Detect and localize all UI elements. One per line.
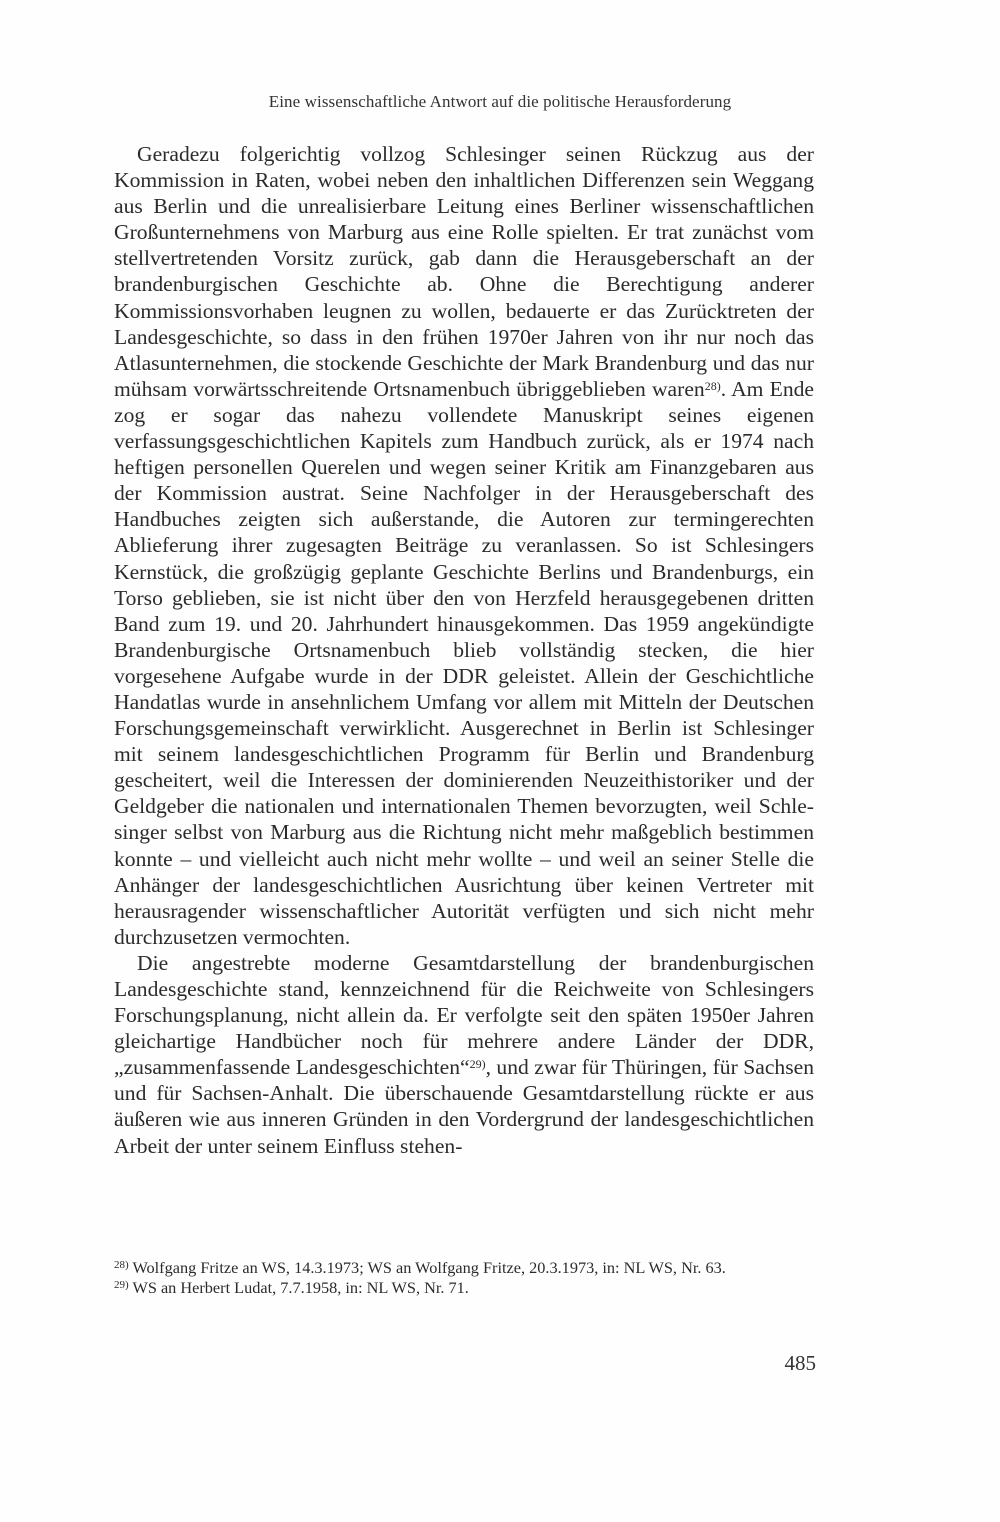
footnote-29: [114, 1278, 814, 1298]
footnote-text: WS an Herbert Ludat, 7.7.1958, in: NL WS, Nr. 71.: [128, 1278, 469, 1297]
paragraph-2-text-b: , und zwar für Thüringen, für Sachsen und für Sachsen-Anhalt. Die überschauende Gesamtdarstellung rückte er aus äußeren wie aus inneren Gründen in den Vordergrund der landesgeschichtlichen Arbeit der unter seinem Einfluss stehen-: [114, 1055, 814, 1158]
running-head: Eine wissenschaftliche Antwort auf die politische Herausforderung: [268, 92, 732, 111]
footnotes: [114, 1258, 814, 1298]
footnote-mark: 29): [114, 1279, 129, 1291]
footnote-mark: 28): [114, 1259, 129, 1271]
paragraph-2-text-a: Die angestrebte moderne Gesamtdarstellung der brandenburgischen Landesgeschichte stand, kennzeichnend für die Reichweite von Schlesingers Forschungsplanung, nicht allein da. Er verfolgte seit den späten 1950er Jahren gleichartige Handbücher noch für mehrere andere Länder der DDR, „zusammenfassende Landesgeschichten“: [114, 950, 814, 1080]
page-number: 485: [784, 1351, 816, 1375]
footnote-28: [114, 1258, 814, 1278]
paragraph-2: [114, 950, 814, 1159]
body-text: [114, 141, 814, 1159]
paragraph-1-text-a: Geradezu folgerichtig vollzog Schlesinger seinen Rückzug aus der Kommission in Raten, wobei neben den inhaltlichen Differenzen sein Weggang aus Berlin und die unrealisierbare Leitung eines Berliner wissenschaftlichen Großunternehmens von Marburg aus eine Rolle spielten. Er trat zunächst vom stellvertretenden Vorsitz zurück, gab dann die Herausgeberschaft an der brandenburgischen Geschichte ab. Ohne die Berechtigung anderer Kommissionsvorhaben leugnen zu wollen, bedauerte er das Zurücktreten der Landesgeschichte, so dass in den frühen 1970er Jahren von ihr nur noch das Atlasunternehmen, die stockende Geschichte der Mark Brandenburg und das nur mühsam vorwärtsschreitende Ortsnamenbuch übriggeblieben waren: [114, 142, 814, 401]
paragraph-1-text-b: . Am Ende zog er sogar das nahezu vollendete Manuskript seines eigenen verfassungsgeschichtlichen Kapitels zum Handbuch zurück, als er 1974 nach heftigen personellen Querelen und wegen seiner Kritik am Finanzgebaren aus der Kommission austrat. Seine Nachfolger in der Herausgeberschaft des Handbuches zeigten sich außerstande, die Autoren zur termingerechten Ablieferung ihrer zugesagten Beiträge zu veranlassen. So ist Schlesingers Kernstück, die großzügig geplante Geschichte Berlins und Brandenburgs, ein Torso geblieben, sie ist nicht über den von Herzfeld herausgegebenen dritten Band zum 19. und 20. Jahrhundert hinausgekommen. Das 1959 angekündigte Brandenburgische Ortsnamenbuch blieb vollständig stecken, die hier vorgesehene Aufgabe wurde in der DDR geleistet. Allein der Geschichtliche Handatlas wurde in ansehnlichem Umfang vor allem mit Mitteln der Deutschen Forschungsgemeinschaft verwirklicht. Ausgerechnet in Berlin ist Schlesinger mit seinem landesgeschichtlichen Programm für Berlin und Brandenburg gescheitert, weil die Interessen der dominierenden Neuzeithistoriker und der Geldgeber die nationalen und internationalen Themen bevorzugten, weil Schlesinger selbst von Marburg aus die Richtung nicht mehr maßgeblich bestimmen konnte – und vielleicht auch nicht mehr wollte – und weil an seiner Stelle die Anhänger der landesgeschichtlichen Ausrichtung über keinen Vertreter mit herausragender wissenschaftlicher Autorität verfügten und sich nicht mehr durchzusetzen vermochten.: [114, 376, 814, 949]
paragraph-1: [114, 141, 814, 950]
footnote-text: Wolfgang Fritze an WS, 14.3.1973; WS an Wolfgang Fritze, 20.3.1973, in: NL WS, Nr. 63.: [128, 1258, 726, 1277]
footnote-ref-28[interactable]: 28): [704, 378, 721, 393]
footnote-ref-29[interactable]: 29): [469, 1057, 486, 1072]
